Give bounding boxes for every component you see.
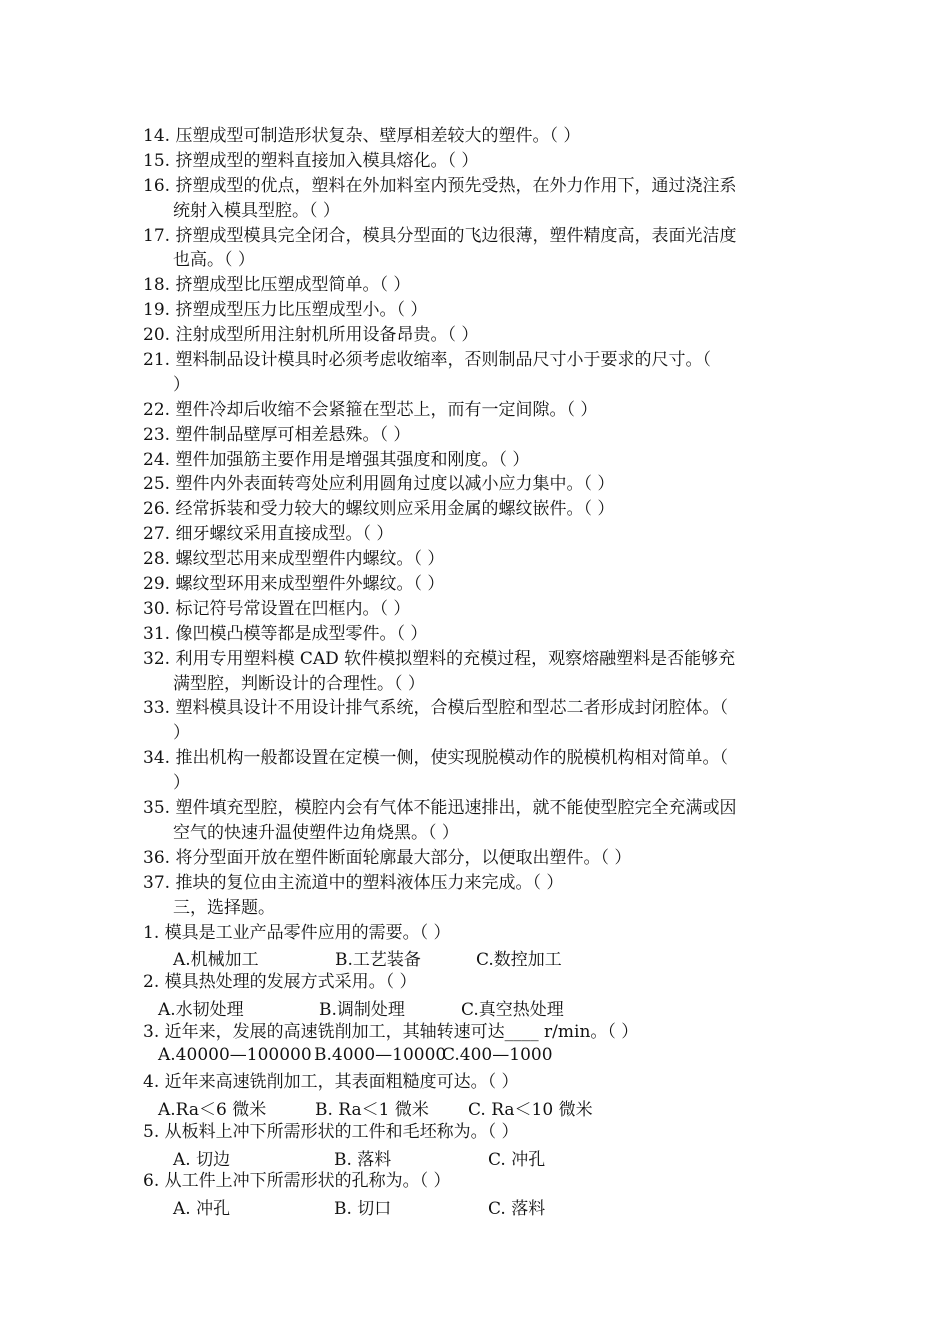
tf-item-33-cont [143, 721, 811, 746]
mc-option-a: A. 冲孔 [173, 1199, 231, 1220]
mc-question-text: 5. 从板料上冲下所需形状的工件和毛坯称为。（ ） [143, 1121, 519, 1142]
tf-item-20 [143, 323, 811, 348]
tf-item-text: 26. 经常拆装和受力较大的螺纹则应采用金属的螺纹嵌件。（ ） [143, 499, 615, 520]
tf-item-text: 16. 挤塑成型的优点，塑料在外加料室内预先受热，在外力作用下，通过浇注系 [143, 175, 737, 196]
tf-item-17 [143, 224, 811, 249]
tf-item-text: 21. 塑料制品设计模具时必须考虑收缩率，否则制品尺寸小于要求的尺寸。（ [143, 350, 711, 371]
mc-options-3 [143, 1045, 811, 1070]
tf-item-text: 31. 像凹模凸模等都是成型零件。（ ） [143, 623, 428, 644]
mc-question-5 [143, 1120, 811, 1145]
tf-item-34-cont [143, 771, 811, 796]
mc-question-2 [143, 970, 811, 995]
tf-item-text: 23. 塑件制品壁厚可相差悬殊。（ ） [143, 424, 411, 445]
tf-item-32 [143, 647, 811, 672]
tf-item-text: 也高。（ ） [173, 250, 255, 271]
mc-question-6 [143, 1169, 811, 1194]
tf-item-17-cont [143, 248, 811, 273]
tf-item-text: ） [173, 723, 190, 744]
mc-option-b: B. Ra＜1 微米 [315, 1099, 429, 1120]
mc-option-c: C. 落料 [488, 1199, 546, 1220]
tf-item-19 [143, 298, 811, 323]
tf-item-text: 空气的快速升温使塑件边角烧黑。（ ） [173, 822, 459, 843]
tf-item-23 [143, 423, 811, 448]
tf-item-29 [143, 572, 811, 597]
section-title [143, 896, 811, 921]
tf-item-35 [143, 796, 811, 821]
tf-item-21-cont [143, 373, 811, 398]
mc-option-a: A. 切边 [173, 1149, 231, 1170]
tf-item-16-cont [143, 199, 811, 224]
mc-option-a: A.机械加工 [173, 950, 259, 971]
tf-item-text: 统射入模具型腔。（ ） [173, 200, 340, 221]
tf-item-text: 满型腔，判断设计的合理性。（ ） [173, 673, 425, 694]
mc-option-c: C. 冲孔 [488, 1149, 546, 1170]
mc-option-a: A.水韧处理 [158, 1000, 244, 1021]
tf-item-text: 24. 塑件加强筋主要作用是增强其强度和刚度。（ ） [143, 449, 530, 470]
tf-item-28 [143, 547, 811, 572]
tf-item-26 [143, 497, 811, 522]
tf-item-37 [143, 871, 811, 896]
tf-item-text: 33. 塑料模具设计不用设计排气系统，合模后型腔和型芯二者形成封闭腔体。（ [143, 698, 728, 719]
tf-item-text: 27. 细牙螺纹采用直接成型。（ ） [143, 524, 394, 545]
tf-item-text: 19. 挤塑成型压力比压塑成型小。（ ） [143, 300, 428, 321]
tf-item-31 [143, 622, 811, 647]
section-title-text: 三，选择题。 [173, 897, 275, 918]
tf-item-text: ） [173, 374, 190, 395]
mc-option-b: B. 切口 [334, 1199, 392, 1220]
mc-question-4 [143, 1070, 811, 1095]
tf-item-21 [143, 348, 811, 373]
mc-option-b: B. 落料 [334, 1149, 392, 1170]
tf-item-32-cont [143, 672, 811, 697]
mc-options-6 [143, 1194, 811, 1219]
tf-item-16 [143, 174, 811, 199]
tf-item-text: 36. 将分型面开放在塑件断面轮廓最大部分，以便取出塑件。（ ） [143, 847, 632, 868]
tf-item-text: 15. 挤塑成型的塑料直接加入模具熔化。（ ） [143, 150, 479, 171]
mc-option-b: B.调制处理 [319, 1000, 405, 1021]
mc-option-c: C. Ra＜10 微米 [468, 1099, 593, 1120]
tf-item-14 [143, 124, 811, 149]
tf-item-22 [143, 398, 811, 423]
mc-question-text: 4. 近年来高速铣削加工，其表面粗糙度可达。（ ） [143, 1071, 519, 1092]
tf-item-text: 30. 标记符号常设置在凹框内。（ ） [143, 598, 411, 619]
tf-item-36 [143, 846, 811, 871]
tf-item-text: 29. 螺纹型环用来成型塑件外螺纹。（ ） [143, 574, 445, 595]
tf-item-18 [143, 273, 811, 298]
mc-options-2 [143, 995, 811, 1020]
mc-question-text: 1. 模具是工业产品零件应用的需要。（ ） [143, 922, 451, 943]
mc-option-c: C.真空热处理 [461, 1000, 564, 1021]
mc-option-a: A.40000—100000 [158, 1044, 312, 1065]
mc-option-b: B.4000—10000 [314, 1044, 447, 1065]
mc-option-c: C.400—1000 [442, 1044, 553, 1065]
tf-item-text: 34. 推出机构一般都设置在定模一侧，使实现脱模动作的脱模机构相对简单。（ [143, 748, 728, 769]
tf-item-15 [143, 149, 811, 174]
mc-option-c: C.数控加工 [476, 950, 562, 971]
tf-item-text: 32. 利用专用塑料模 CAD 软件模拟塑料的充模过程，观察熔融塑料是否能够充 [143, 648, 736, 669]
tf-item-text: 14. 压塑成型可制造形状复杂、壁厚相差较大的塑件。（ ） [143, 126, 581, 146]
tf-item-33 [143, 696, 811, 721]
tf-item-35-cont [143, 821, 811, 846]
tf-item-text: 22. 塑件冷却后收缩不会紧箍在型芯上，而有一定间隙。（ ） [143, 399, 598, 420]
tf-item-27 [143, 522, 811, 547]
mc-question-text: 6. 从工件上冲下所需形状的孔称为。（ ） [143, 1171, 451, 1192]
tf-item-text: ） [173, 773, 190, 794]
document-content [143, 124, 811, 1219]
mc-options-5 [143, 1145, 811, 1170]
tf-item-34 [143, 746, 811, 771]
mc-question-1 [143, 921, 811, 946]
tf-item-text: 37. 推块的复位由主流道中的塑料液体压力来完成。（ ） [143, 872, 564, 893]
mc-options-4 [143, 1095, 811, 1120]
mc-question-text: 2. 模具热处理的发展方式采用。（ ） [143, 972, 417, 993]
tf-item-30 [143, 597, 811, 622]
mc-question-text: 3. 近年来，发展的高速铣削加工，其轴转速可达____ r/min。（ ） [143, 1022, 639, 1043]
tf-item-24 [143, 448, 811, 473]
tf-item-25 [143, 472, 811, 497]
mc-options-1 [143, 945, 811, 970]
tf-item-text: 25. 塑件内外表面转弯处应利用圆角过度以减小应力集中。（ ） [143, 474, 615, 495]
tf-item-text: 28. 螺纹型芯用来成型塑件内螺纹。（ ） [143, 549, 445, 570]
tf-item-text: 18. 挤塑成型比压塑成型简单。（ ） [143, 275, 411, 296]
tf-item-text: 17. 挤塑成型模具完全闭合，模具分型面的飞边很薄，塑件精度高，表面光洁度 [143, 225, 737, 246]
mc-option-a: A.Ra＜6 微米 [158, 1099, 267, 1120]
mc-question-3 [143, 1020, 811, 1045]
mc-option-b: B.工艺装备 [335, 950, 421, 971]
tf-item-text: 20. 注射成型所用注射机所用设备昂贵。（ ） [143, 325, 479, 346]
tf-item-text: 35. 塑件填充型腔，模腔内会有气体不能迅速排出，就不能使型腔完全充满或因 [143, 798, 737, 819]
